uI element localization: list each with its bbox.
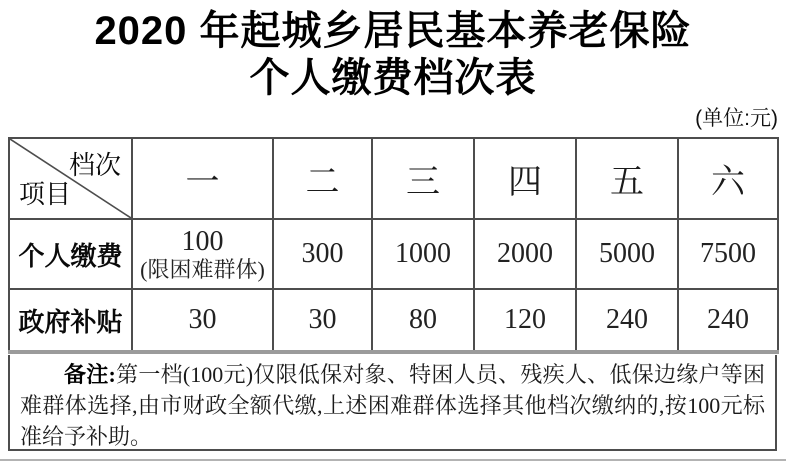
cell-subsidy-tier-5: 240 [576, 289, 678, 352]
cell-payment-tier-1 [132, 219, 273, 289]
cell-payment-tier-5: 5000 [576, 219, 678, 289]
tier-table [8, 137, 779, 354]
corner-tier-label: 档次 [68, 150, 121, 180]
unit-label: (单位:元) [695, 107, 778, 130]
note-box [8, 355, 777, 451]
cell-subsidy-tier-2: 30 [273, 289, 372, 352]
tier-header-5: 五 [576, 138, 678, 219]
table-row-individual-payment [9, 219, 778, 289]
page-title [0, 8, 786, 102]
row-label-individual-payment: 个人缴费 [9, 219, 132, 289]
tier-header-1: 一 [132, 138, 273, 219]
note-label: 备注: [64, 362, 116, 387]
cell-payment-tier-3: 1000 [372, 219, 474, 289]
note-body: 第一档(100元)仅限低保对象、特困人员、残疾人、低保边缘户等困难群体选择,由市财政全额代缴,上述困难群体选择其他档次缴纳的,按100元标准给予补助。 [20, 362, 765, 449]
cell-subsidy-tier-3: 80 [372, 289, 474, 352]
cell-subsidy-tier-1: 30 [132, 289, 273, 352]
page-title-line2: 个人缴费档次表 [249, 56, 537, 100]
page-bottom-line [0, 459, 786, 461]
cell-payment-tier-2: 300 [273, 219, 372, 289]
cell-payment-tier-4: 2000 [474, 219, 576, 289]
row-label-government-subsidy: 政府补贴 [9, 289, 132, 352]
corner-cell [9, 138, 132, 219]
cell-payment-tier-6: 7500 [678, 219, 778, 289]
payment-tier-1-note: (限困难群体) [140, 256, 265, 282]
cell-subsidy-tier-6: 240 [678, 289, 778, 352]
page-title-line1: 2020 年起城乡居民基本养老保险 [94, 9, 692, 53]
tier-header-6: 六 [678, 138, 778, 219]
cell-subsidy-tier-4: 120 [474, 289, 576, 352]
table-row-government-subsidy [9, 289, 778, 352]
note-text [20, 359, 765, 452]
payment-tier-1-value: 100 [181, 225, 224, 257]
tier-header-3: 三 [372, 138, 474, 219]
corner-item-label: 项目 [19, 179, 72, 209]
tier-header-4: 四 [474, 138, 576, 219]
tier-header-2: 二 [273, 138, 372, 219]
